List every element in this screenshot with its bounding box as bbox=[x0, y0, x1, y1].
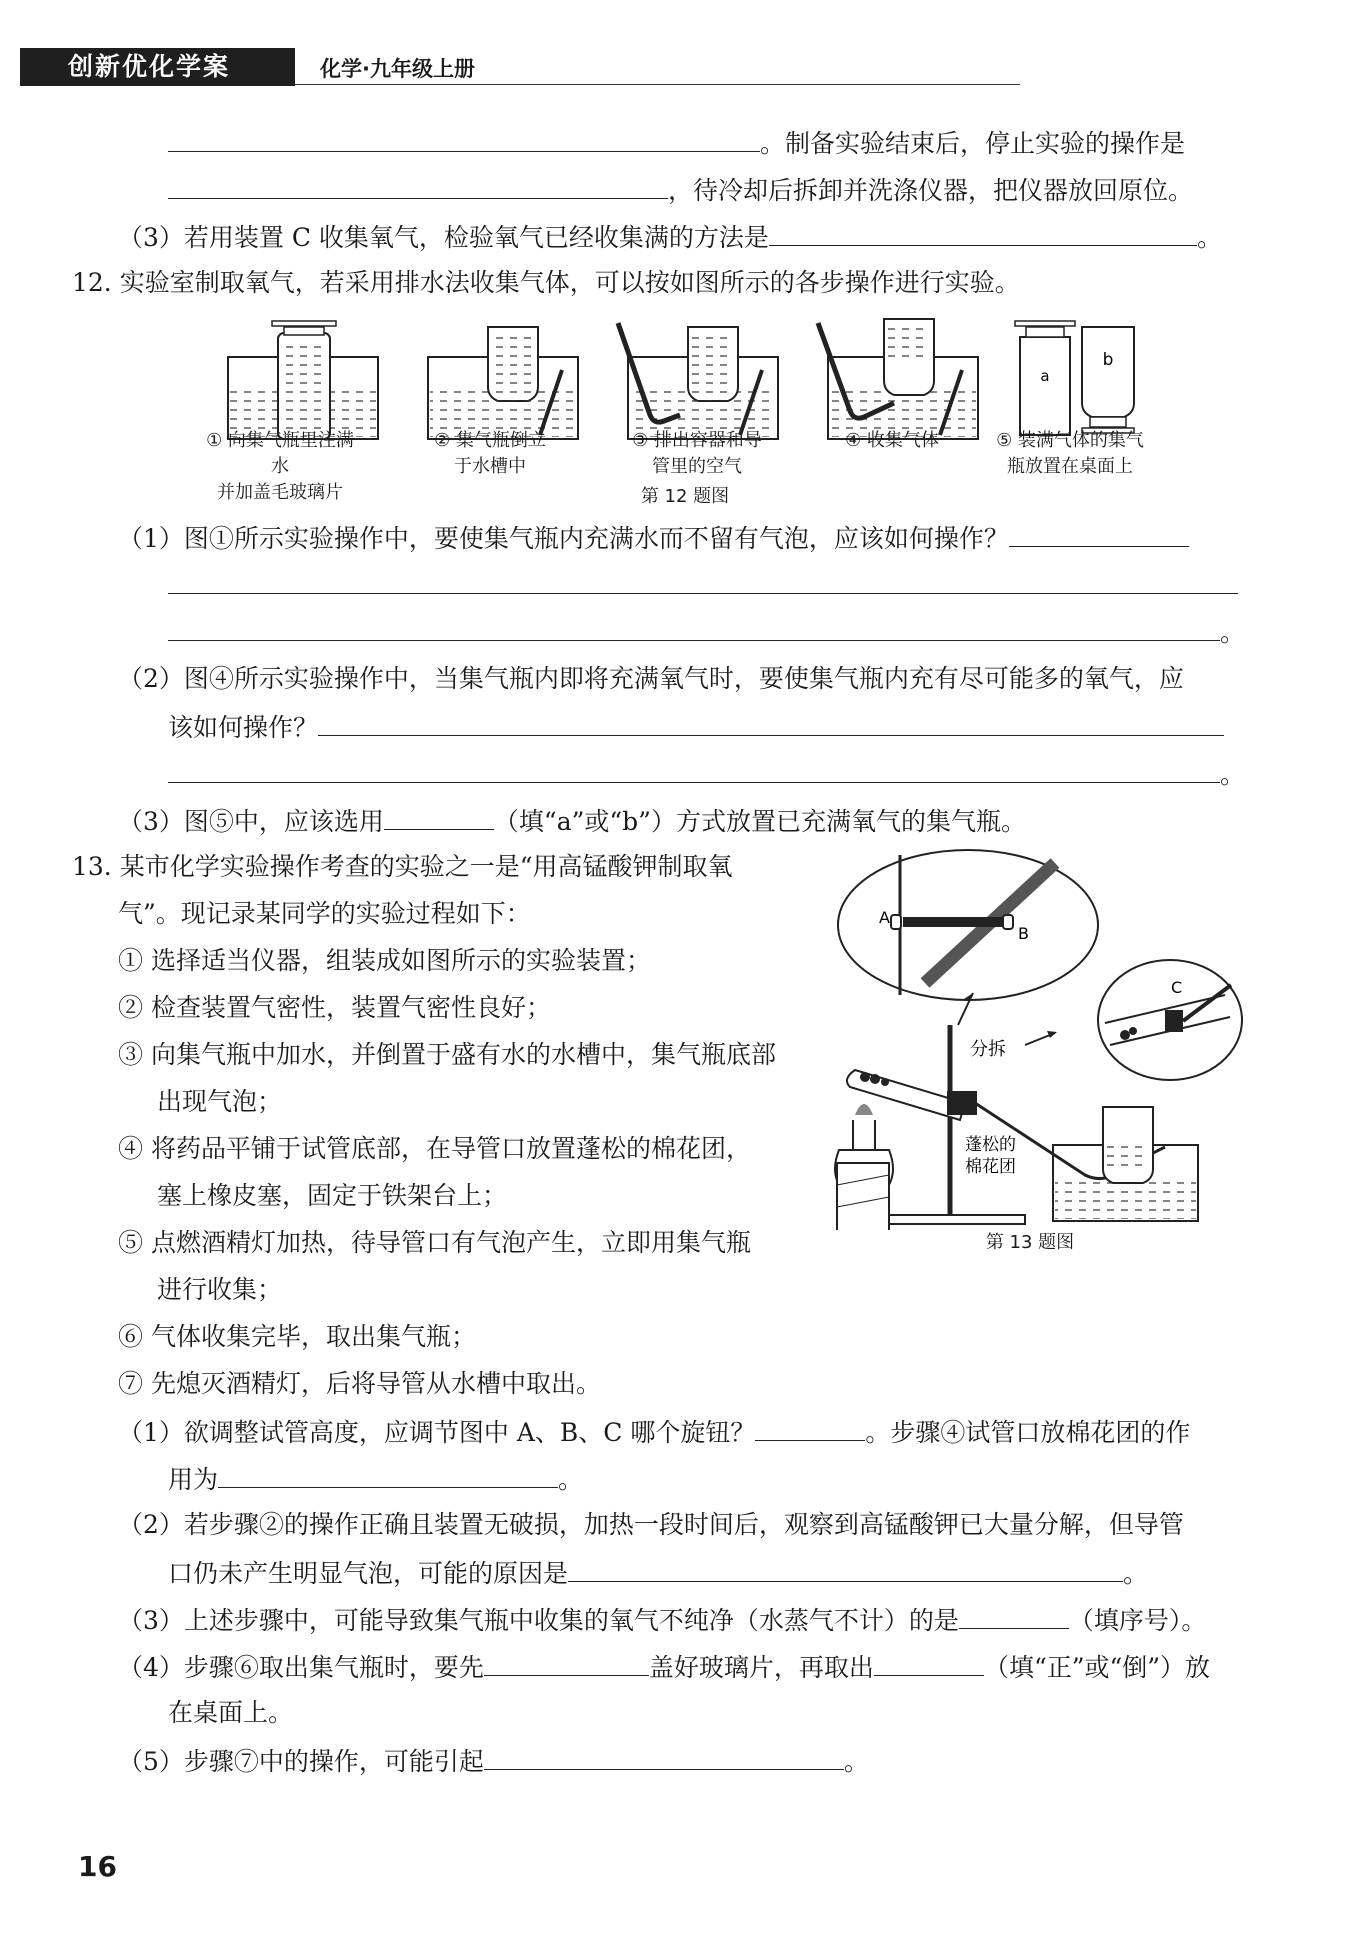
q13-part1-line2: 用为 。 bbox=[168, 1461, 583, 1497]
q13-step4-line2: 塞上橡皮塞，固定于铁架台上； bbox=[157, 1181, 508, 1210]
step4-diagram bbox=[818, 319, 978, 439]
q12-part3: （3）图⑤中，应该选用 （填“a”或“b”）方式放置已充满氧气的集气瓶。 bbox=[118, 803, 1026, 839]
q13-step3-line2: 出现气泡； bbox=[157, 1087, 283, 1116]
q11-part3: （3）若用装置 C 收集氧气，检验氧气已经收集满的方法是 。 bbox=[118, 219, 1222, 255]
step2-caption: ② 集气瓶倒立 于水槽中 bbox=[434, 430, 546, 477]
answer-blank[interactable] bbox=[318, 709, 1224, 736]
q13-part4: （4）步骤⑥取出集气瓶时，要先 盖好玻璃片，再取出 （填“正”或“倒”）放 bbox=[118, 1649, 1210, 1685]
answer-blank[interactable] bbox=[168, 567, 1238, 594]
answer-blank[interactable] bbox=[168, 614, 1220, 641]
header-rule bbox=[295, 84, 1020, 85]
q13-part1: （1）欲调整试管高度，应调节图中 A、B、C 哪个旋钮？ 。步骤④试管口放棉花团的作 bbox=[118, 1414, 1190, 1450]
cotton-label-2: 棉花团 bbox=[965, 1157, 1016, 1177]
answer-blank[interactable] bbox=[1009, 520, 1189, 547]
subject-title: 化学·九年级上册 bbox=[320, 57, 475, 81]
q12-part2-line3: 。 bbox=[168, 756, 1245, 792]
cotton-label-1: 蓬松的 bbox=[965, 1135, 1016, 1155]
step5-diagram bbox=[1015, 321, 1134, 435]
knob-b-label: B bbox=[1018, 924, 1029, 943]
q12-part2-line1: （2）图④所示实验操作中，当集气瓶内即将充满氧气时，要使集气瓶内充有尽可能多的氧气，应 bbox=[118, 664, 1184, 693]
q13-step2: ② 检查装置气密性，装置气密性良好； bbox=[118, 993, 551, 1022]
q13-stem-1: 13. 某市化学实验操作考查的实验之一是“用高锰酸钾制取氧 bbox=[72, 852, 733, 881]
knob-c-label: C bbox=[1171, 978, 1183, 997]
answer-blank[interactable] bbox=[384, 803, 494, 830]
step3-diagram bbox=[618, 323, 778, 439]
q13-figure-caption: 第 13 题图 bbox=[985, 1232, 1075, 1253]
q13-step6: ⑥ 气体收集完毕，取出集气瓶； bbox=[118, 1322, 476, 1351]
answer-blank[interactable] bbox=[874, 1649, 984, 1676]
q12-stem: 12. 实验室制取氧气，若采用排水法收集气体，可以按如图所示的各步操作进行实验。 bbox=[72, 268, 1020, 297]
q12-part2-line2: 该如何操作？ bbox=[168, 709, 1224, 745]
q13-stem-2: 气”。现记录某同学的实验过程如下： bbox=[118, 899, 531, 928]
bottle-b-label: b bbox=[1102, 350, 1114, 370]
split-label: 分拆 bbox=[970, 1039, 1006, 1060]
bottle-a-label: a bbox=[1040, 367, 1050, 385]
step4-caption: ④ 收集气体 bbox=[845, 430, 939, 451]
answer-blank[interactable] bbox=[959, 1602, 1069, 1629]
step5-caption: ⑤ 装满气体的集气 瓶放置在桌面上 bbox=[996, 430, 1144, 477]
answer-blank[interactable] bbox=[755, 1414, 865, 1441]
step2-diagram bbox=[428, 327, 578, 439]
answer-blank[interactable] bbox=[168, 756, 1220, 783]
answer-blank[interactable] bbox=[168, 125, 760, 152]
q13-step7: ⑦ 先熄灭酒精灯，后将导管从水槽中取出。 bbox=[118, 1369, 601, 1398]
q12-part1-line3: 。 bbox=[168, 614, 1245, 650]
answer-blank[interactable] bbox=[168, 172, 668, 199]
q13-part5: （5）步骤⑦中的操作，可能引起 。 bbox=[118, 1743, 869, 1779]
page-number: 16 bbox=[78, 1850, 117, 1883]
q13-step1: ① 选择适当仪器，组装成如图所示的实验装置； bbox=[118, 946, 651, 975]
q13-part2-line1: （2）若步骤②的操作正确且装置无破损，加热一段时间后，观察到高锰酸钾已大量分解，但导管 bbox=[118, 1510, 1184, 1539]
q11-line1: 。制备实验结束后，停止实验的操作是 bbox=[168, 125, 1185, 161]
answer-blank[interactable] bbox=[568, 1555, 1123, 1582]
answer-blank[interactable] bbox=[484, 1649, 649, 1676]
answer-blank[interactable] bbox=[484, 1743, 844, 1770]
q12-part1: （1）图①所示实验操作中，要使集气瓶内充满水而不留有气泡，应该如何操作？ bbox=[118, 520, 1189, 556]
q13-figure bbox=[825, 845, 1245, 1230]
step3-caption: ③ 排出容器和导 管里的空气 bbox=[632, 430, 762, 477]
q13-part4-line2: 在桌面上。 bbox=[168, 1698, 294, 1727]
q12-part1-line2 bbox=[168, 567, 1238, 603]
q13-part3: （3）上述步骤中，可能导致集气瓶中收集的氧气不纯净（水蒸气不计）的是 （填序号）。 bbox=[118, 1602, 1206, 1638]
q13-step4-line1: ④ 将药品平铺于试管底部，在导管口放置蓬松的棉花团， bbox=[118, 1134, 751, 1163]
q11-line2: ，待冷却后拆卸并洗涤仪器，把仪器放回原位。 bbox=[168, 172, 1193, 208]
step1-diagram bbox=[228, 321, 378, 439]
series-title: 创新优化学案 bbox=[68, 52, 231, 81]
q13-step3-line1: ③ 向集气瓶中加水，并倒置于盛有水的水槽中，集气瓶底部 bbox=[118, 1040, 776, 1069]
q13-part2-line2: 口仍未产生明显气泡，可能的原因是 。 bbox=[168, 1555, 1148, 1591]
answer-blank[interactable] bbox=[218, 1461, 558, 1488]
q13-step5-line2: 进行收集； bbox=[157, 1275, 283, 1304]
q13-step5-line1: ⑤ 点燃酒精灯加热，待导管口有气泡产生，立即用集气瓶 bbox=[118, 1228, 751, 1257]
step1-caption: ① 向集气瓶里注满水 并加盖毛玻璃片 bbox=[206, 430, 354, 503]
knob-a-label: A bbox=[879, 908, 890, 927]
q12-figure-caption: 第 12 题图 bbox=[640, 486, 730, 507]
answer-blank[interactable] bbox=[769, 219, 1197, 246]
